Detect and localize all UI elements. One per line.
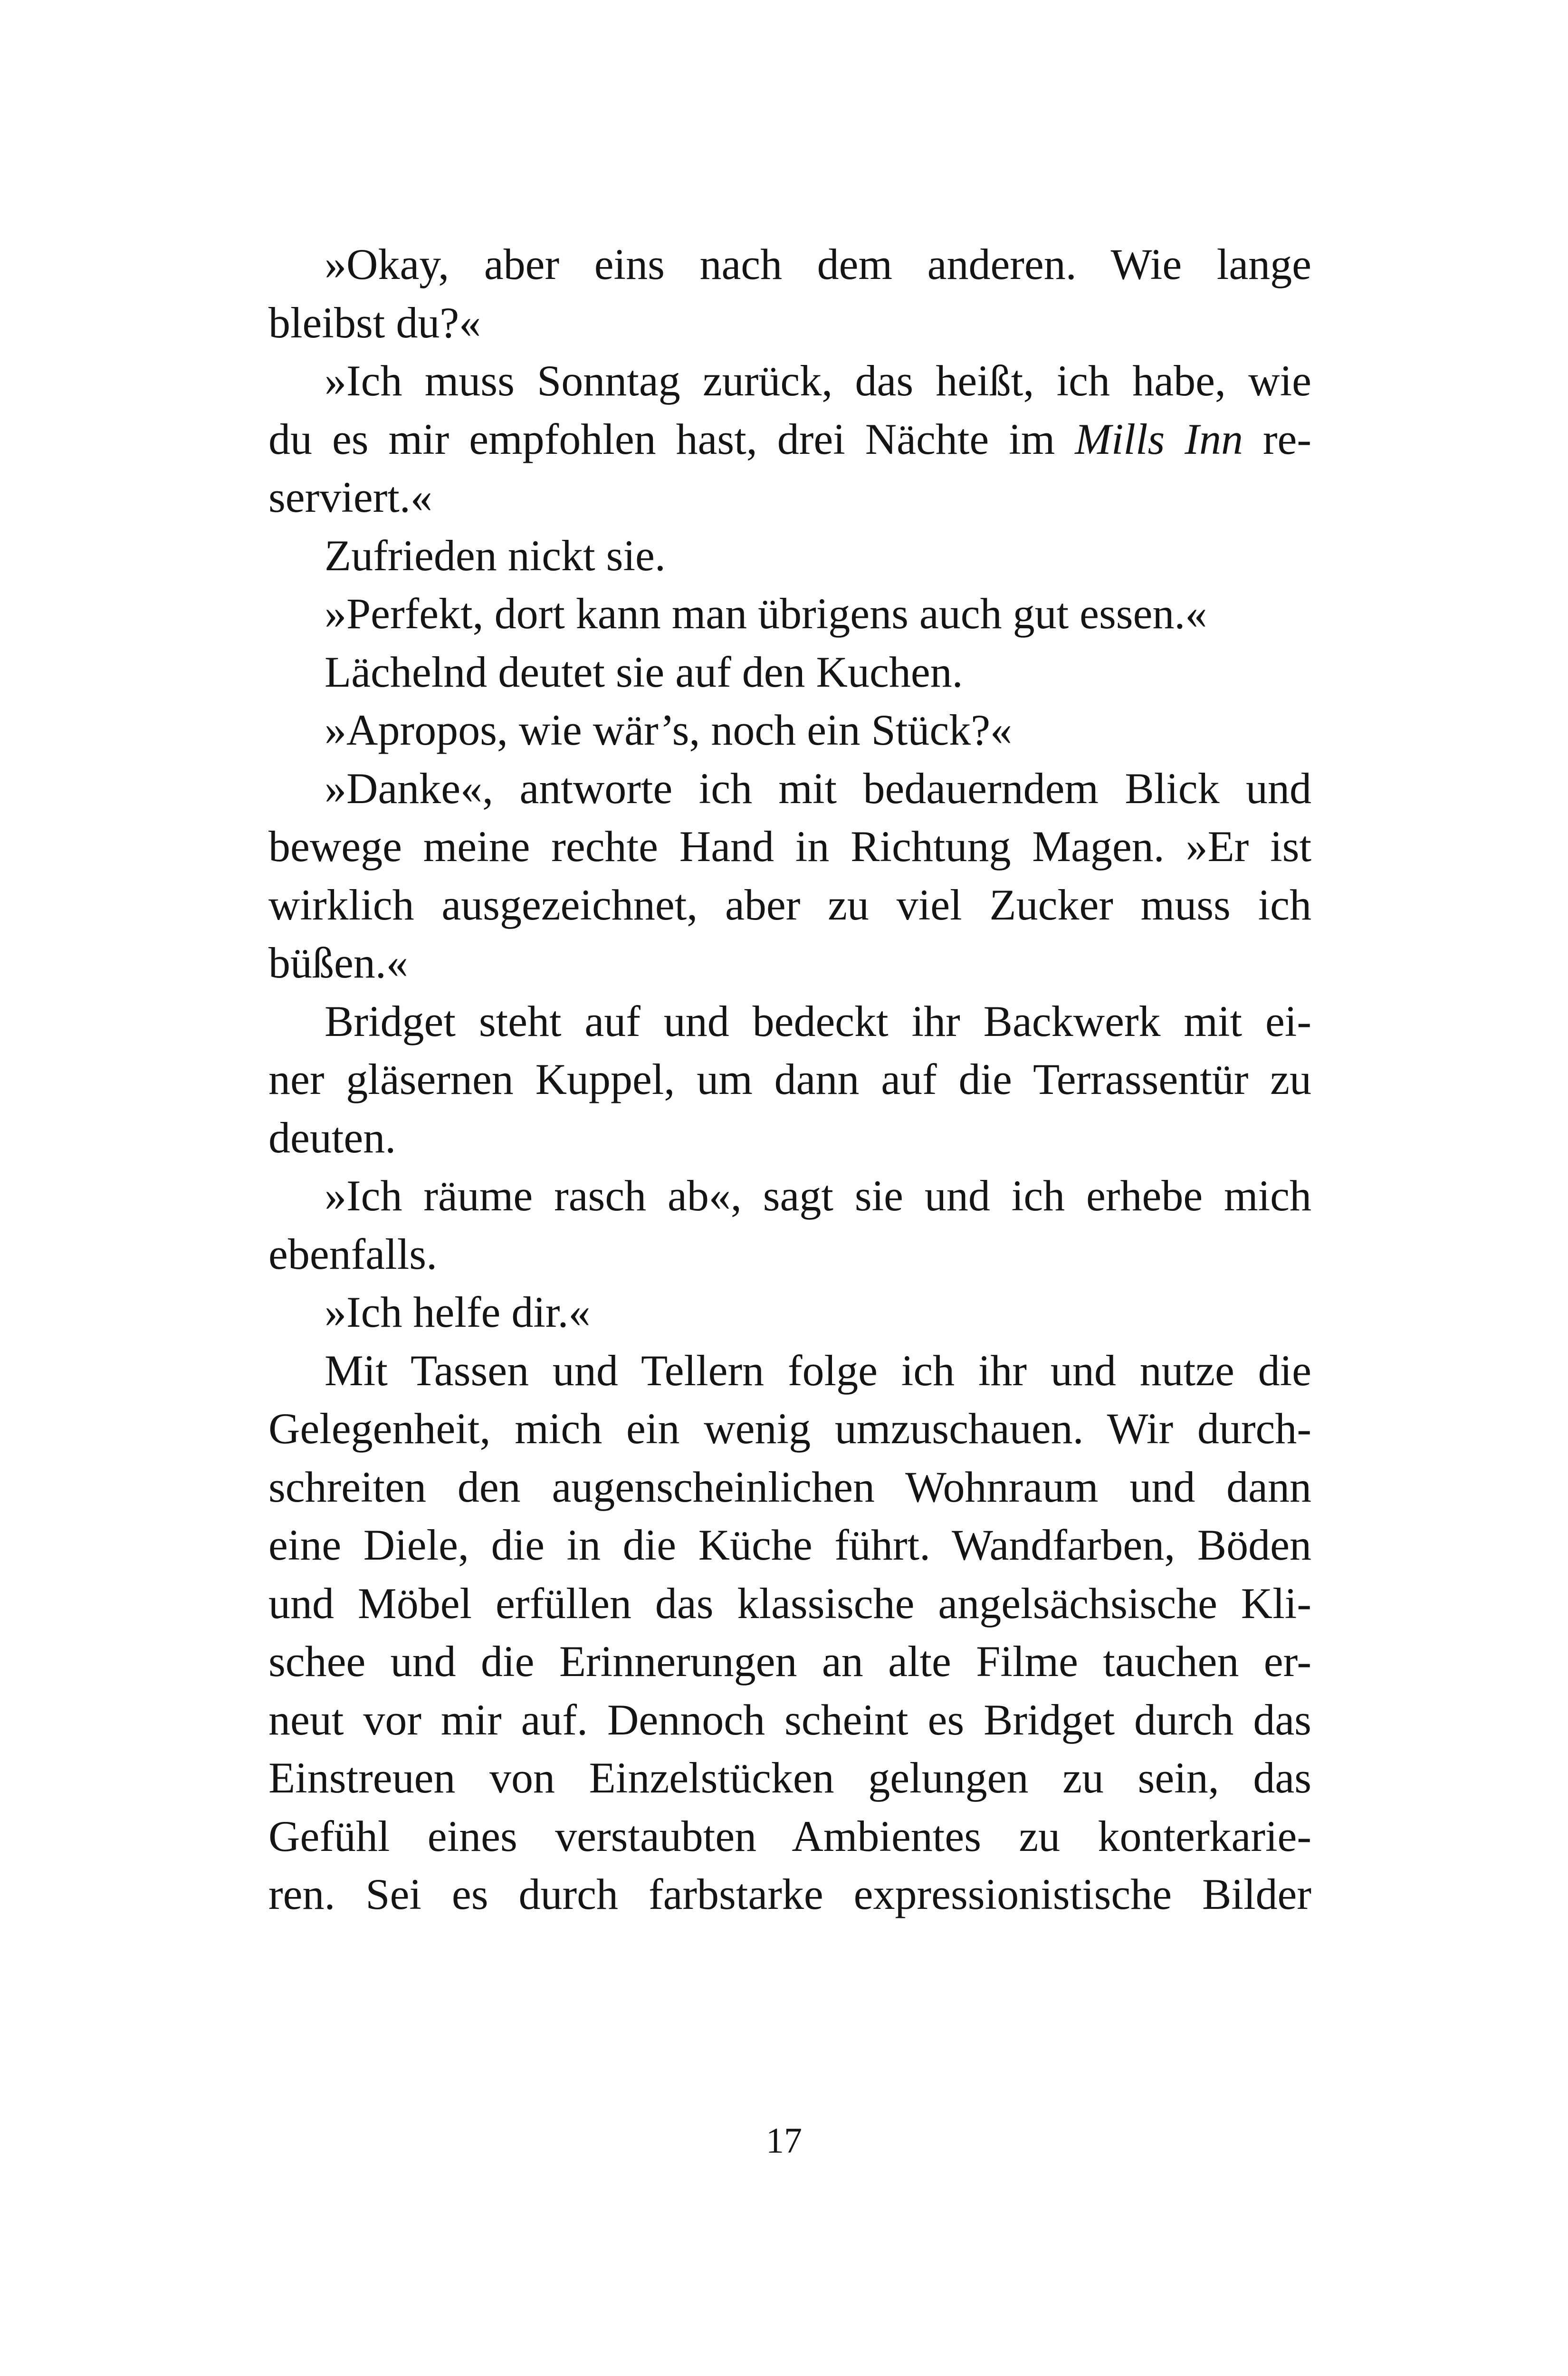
italic-place-name: Mills Inn bbox=[1075, 414, 1243, 463]
text-line: »Okay, aber eins nach dem anderen. Wie lange bbox=[325, 240, 1311, 288]
text-line: »Danke«, antworte ich mit bedauerndem Blick und bbox=[325, 764, 1311, 813]
text-line: »Apropos, wie wär’s, noch ein Stück?« bbox=[325, 706, 1013, 754]
text-line: serviert.« bbox=[268, 473, 432, 521]
text-line: Einstreuen von Einzelstücken gelungen zu sein, das bbox=[268, 1753, 1311, 1802]
text-line: Gelegenheit, mich ein wenig umzuschauen. Wir durch- bbox=[268, 1404, 1311, 1453]
text-line: bewege meine rechte Hand in Richtung Magen. »Er ist bbox=[268, 822, 1311, 871]
text-line: bleibst du?« bbox=[268, 298, 481, 347]
text-line: ren. Sei es durch farbstarke expressionistische Bilder bbox=[268, 1870, 1311, 1918]
text-line: wirklich ausgezeichnet, aber zu viel Zucker muss ich bbox=[268, 880, 1311, 929]
text-line: Lächelnd deutet sie auf den Kuchen. bbox=[325, 647, 963, 696]
body-text bbox=[268, 235, 1311, 1924]
text-line: büßen.« bbox=[268, 939, 408, 987]
text-line: schreiten den augenscheinlichen Wohnraum und dann bbox=[268, 1462, 1311, 1511]
text-line: Bridget steht auf und bedeckt ihr Backwerk mit ei- bbox=[325, 996, 1311, 1045]
text-line: ner gläsernen Kuppel, um dann auf die Terrassentür zu bbox=[268, 1055, 1311, 1103]
text-line bbox=[268, 410, 1311, 469]
text-line: schee und die Erinnerungen an alte Filme tauchen er- bbox=[268, 1637, 1311, 1686]
text-line: »Ich muss Sonntag zurück, das heißt, ich habe, wie bbox=[325, 356, 1311, 405]
text-line: Zufrieden nickt sie. bbox=[325, 531, 666, 580]
page-number: 17 bbox=[766, 2121, 802, 2161]
text-line: »Ich räume rasch ab«, sagt sie und ich erhebe mich bbox=[325, 1171, 1311, 1220]
text-line: neut vor mir auf. Dennoch scheint es Bridget durch das bbox=[268, 1695, 1311, 1744]
text-line: Mit Tassen und Tellern folge ich ihr und nutze die bbox=[325, 1346, 1311, 1395]
text-line: eine Diele, die in die Küche führt. Wandfarben, Böden bbox=[268, 1521, 1311, 1569]
text-line-start: du es mir empfohlen hast, drei Nächte im bbox=[268, 414, 1075, 463]
text-line: Gefühl eines verstaubten Ambientes zu konterkarie- bbox=[268, 1811, 1311, 1860]
text-line-end: re- bbox=[1243, 414, 1311, 463]
text-line: deuten. bbox=[268, 1113, 396, 1162]
text-line: ebenfalls. bbox=[268, 1229, 438, 1278]
text-line: »Ich helfe dir.« bbox=[325, 1288, 591, 1336]
text-line: »Perfekt, dort kann man übrigens auch gut essen.« bbox=[325, 589, 1207, 638]
text-line: und Möbel erfüllen das klassische angelsächsische Kli- bbox=[268, 1579, 1311, 1628]
